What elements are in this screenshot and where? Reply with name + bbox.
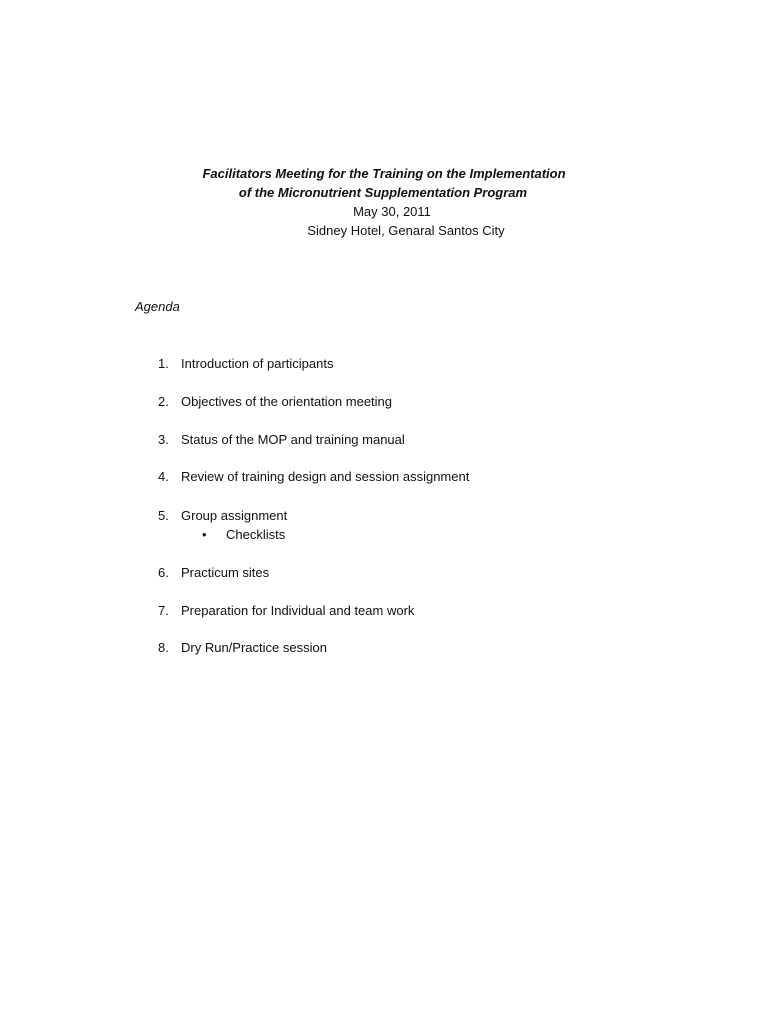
agenda-item-text: Introduction of participants [181,356,334,371]
agenda-item-text: Dry Run/Practice session [181,640,327,655]
agenda-item-number: 5. [158,508,169,523]
bullet-icon: • [202,527,207,542]
agenda-item-number: 3. [158,432,169,447]
agenda-item-number: 4. [158,469,169,484]
agenda-item [158,469,469,485]
meeting-date: May 30, 2011 [353,204,431,219]
agenda-heading: Agenda [135,299,180,314]
agenda-item [158,394,392,410]
document-title-line-2: of the Micronutrient Supplementation Program [238,185,528,200]
agenda-item-text: Practicum sites [181,565,270,580]
agenda-item-number: 2. [158,394,169,409]
agenda-item-number: 8. [158,640,169,655]
agenda-item [158,432,405,448]
agenda-item-text: Preparation for Individual and team work [181,603,415,618]
agenda-item [158,565,269,581]
agenda-item-text: Review of training design and session assignment [181,469,470,484]
meeting-venue: Sidney Hotel, Genaral Santos City [307,223,505,238]
document-title-line-1: Facilitators Meeting for the Training on the Implementation [202,166,566,181]
agenda-item-number: 1. [158,356,169,371]
agenda-item-number: 6. [158,565,169,580]
agenda-item-text: Group assignment [181,508,288,523]
agenda-item-text: Status of the MOP and training manual [181,432,405,447]
agenda-subitem [202,527,285,543]
agenda-item [158,508,287,524]
agenda-item [158,356,333,372]
agenda-item-text: Objectives of the orientation meeting [181,394,393,409]
agenda-item [158,640,327,656]
agenda-subitem-text: Checklists [226,527,286,542]
agenda-item [158,603,414,619]
agenda-item-number: 7. [158,603,169,618]
